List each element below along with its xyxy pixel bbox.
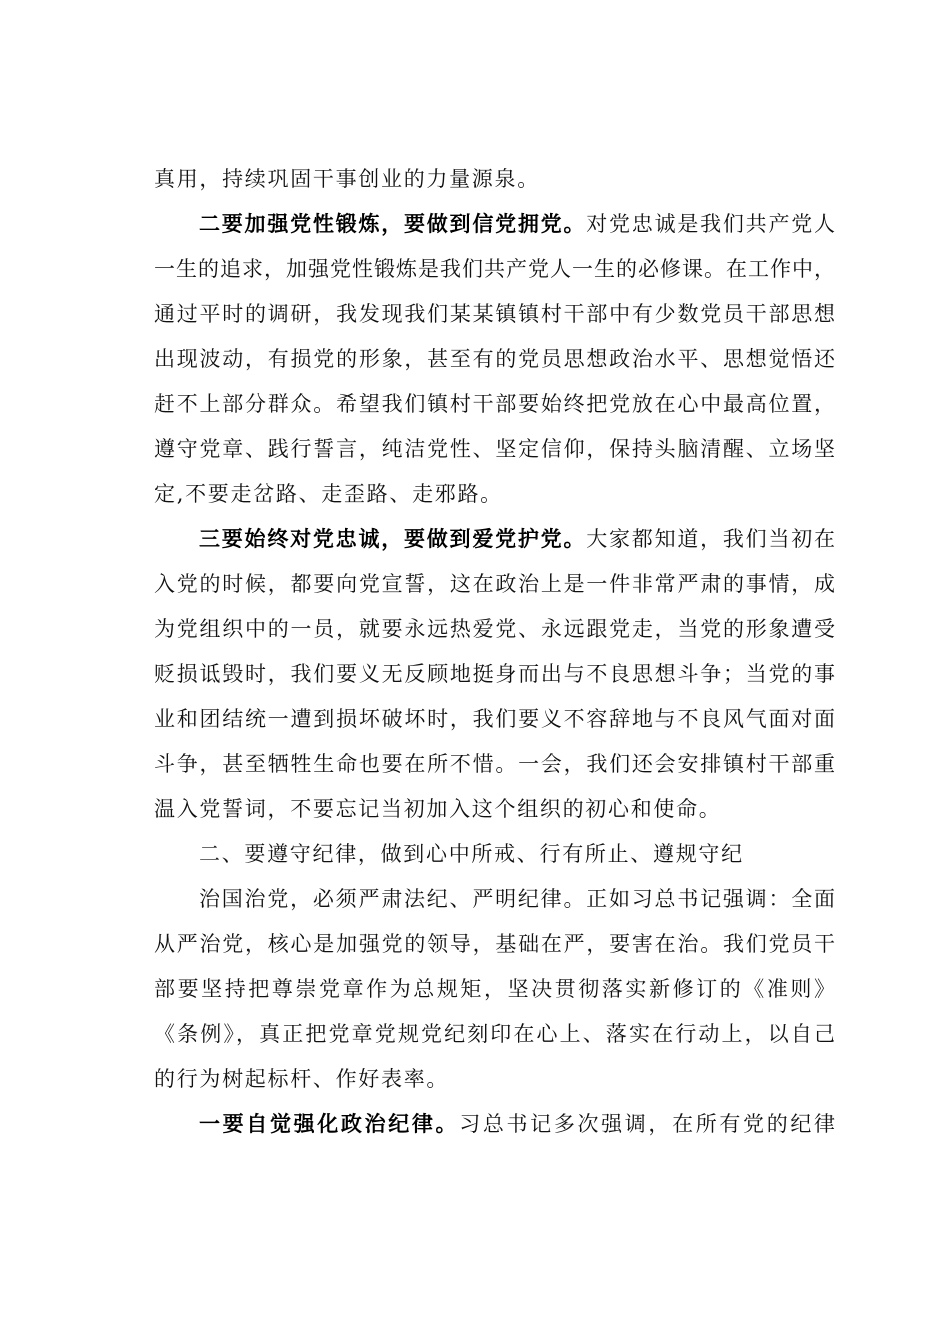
paragraph-lead-line (154, 1102, 835, 1147)
text-line (154, 472, 835, 517)
text-line (154, 877, 835, 922)
text-line (154, 382, 835, 427)
line-text: 从严治党，核心是加强党的领导，基础在严，要害在治。我们党员干 (154, 932, 835, 956)
section-heading (154, 832, 835, 877)
text-line (154, 742, 835, 787)
text-line (154, 697, 835, 742)
line-text: 为党组织中的一员，就要永远热爱党、永远跟党走，当党的形象遭受 (154, 617, 835, 641)
line-text: 部要坚持把尊崇党章作为总规矩，坚决贯彻落实新修订的《准则》 (154, 977, 835, 1001)
line-text: 大家都知道，我们当初在 (586, 527, 836, 551)
bold-lead-heading: 一要自觉强化政治纪律。 (199, 1112, 460, 1136)
line-text: 《条例》，真正把党章党规党纪刻印在心上、落实在行动上，以自己 (154, 1022, 835, 1046)
line-text: 习总书记多次强调，在所有党的纪律 (459, 1112, 836, 1136)
bold-lead-heading: 三要始终对党忠诚，要做到爱党护党。 (199, 527, 587, 551)
text-line (154, 652, 835, 697)
line-text: 贬损诋毁时，我们要义无反顾地挺身而出与不良思想斗争；当党的事 (154, 662, 835, 686)
text-line (154, 607, 835, 652)
paragraph-lead-line (154, 517, 835, 562)
line-text: 业和团结统一遭到损坏破坏时，我们要义不容辞地与不良风气面对面 (154, 707, 835, 731)
section-heading-text: 二、要遵守纪律，做到心中所戒、行有所止、遵规守纪 (199, 842, 744, 866)
line-text: 定,不要走岔路、走歪路、走邪路。 (154, 482, 503, 506)
text-line (154, 247, 835, 292)
line-text: 温入党誓词，不要忘记当初加入这个组织的初心和使命。 (154, 797, 722, 821)
text-line (154, 922, 835, 967)
line-text: 出现波动，有损党的形象，甚至有的党员思想政治水平、思想觉悟还 (154, 347, 835, 371)
text-line (154, 292, 835, 337)
line-text: 对党忠诚是我们共产党人 (586, 212, 836, 236)
text-line (154, 1057, 835, 1102)
bold-lead-heading: 二要加强党性锻炼，要做到信党拥党。 (199, 212, 587, 236)
text-line (154, 427, 835, 472)
document-body (154, 157, 835, 1147)
text-line (154, 337, 835, 382)
line-text: 斗争，甚至牺牲生命也要在所不惜。一会，我们还会安排镇村干部重 (154, 752, 835, 776)
line-text: 赶不上部分群众。希望我们镇村干部要始终把党放在心中最高位置， (154, 392, 835, 416)
line-text: 治国治党，必须严肃法纪、严明纪律。正如习总书记强调：全面 (199, 887, 835, 911)
text-line (154, 157, 835, 202)
text-line (154, 967, 835, 1012)
line-text: 真用，持续巩固干事创业的力量源泉。 (154, 167, 540, 191)
line-text: 遵守党章、践行誓言，纯洁党性、坚定信仰，保持头脑清醒、立场坚 (154, 437, 835, 461)
line-text: 入党的时候，都要向党宣誓，这在政治上是一件非常严肃的事情，成 (154, 572, 835, 596)
text-line (154, 1012, 835, 1057)
paragraph-lead-line (154, 202, 835, 247)
line-text: 的行为树起标杆、作好表率。 (154, 1067, 450, 1091)
line-text: 一生的追求，加强党性锻炼是我们共产党人一生的必修课。在工作中， (154, 257, 835, 281)
line-text: 通过平时的调研，我发现我们某某镇镇村干部中有少数党员干部思想 (154, 302, 835, 326)
text-line (154, 562, 835, 607)
text-line (154, 787, 835, 832)
